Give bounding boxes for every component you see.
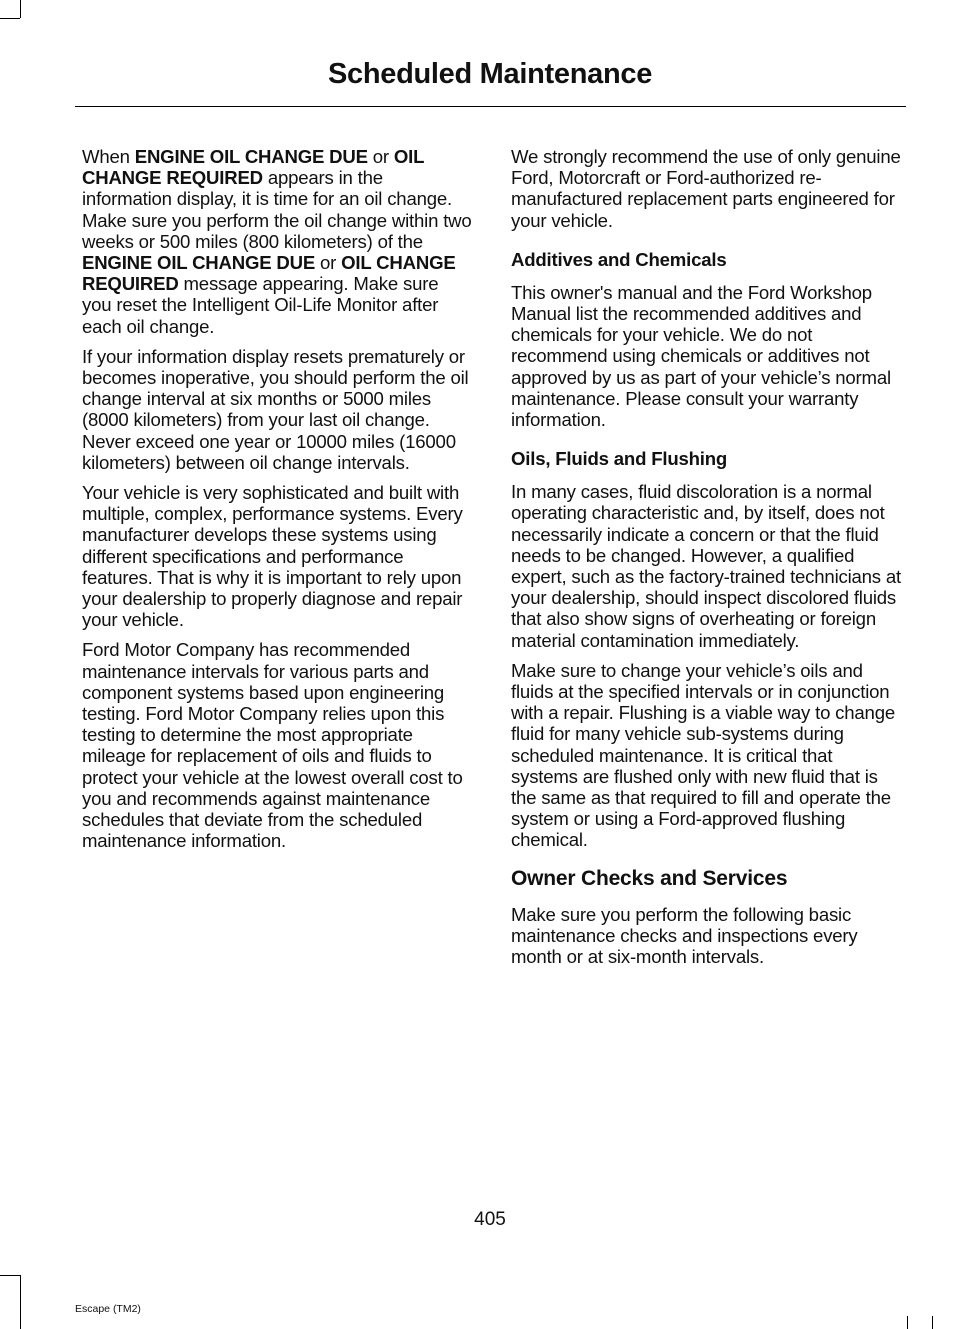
footer-model: Escape (TM2) bbox=[75, 1303, 141, 1315]
discoloration-paragraph: In many cases, fluid discoloration is a normal operating characteristic and, by itself, does not necessarily indicate a concern or that the fluid needs to be changed. However, a qualified expert, such as the factory-trained technicians at your dealership, should inspect discolored fluids that also show signs of overheating or foreign material contamination immediately. bbox=[511, 481, 901, 651]
right-column bbox=[511, 146, 903, 976]
owner-checks-heading: Owner Checks and Services bbox=[511, 866, 788, 890]
crop-mark-bottom-right-v2 bbox=[932, 1316, 933, 1329]
crop-mark-top-left-h bbox=[0, 18, 20, 19]
flushing-paragraph: Make sure to change your vehicle’s oils and fluids at the specified intervals or in conjunction with a repair. Flushing is a viable way to change fluid for many vehicle sub-systems during scheduled maintenance. It is critical that systems are flushed only with new fluid that is the same as that required to fill and operate the system or using a Ford-approved flushing chemical. bbox=[511, 659, 895, 851]
crop-mark-bottom-left-v bbox=[20, 1275, 21, 1329]
page-number: 405 bbox=[474, 1209, 506, 1230]
genuine-parts-paragraph: We strongly recommend the use of only genuine Ford, Motorcraft or Ford-authorized re-manufactured replacement parts engineered for your vehicle. bbox=[511, 146, 901, 231]
oils-fluids-heading: Oils, Fluids and Flushing bbox=[511, 448, 728, 470]
crop-mark-bottom-right-v1 bbox=[907, 1316, 908, 1329]
sophisticated-vehicle-paragraph: Your vehicle is very sophisticated and built with multiple, complex, performance systems. Every manufacturer develops these systems using different specifications and performance features. That is why it is important to rely upon your dealership to properly diagnose and repair your vehicle. bbox=[82, 482, 463, 631]
additives-paragraph: This owner's manual and the Ford Workshop Manual list the recommended additives and chemicals for your vehicle. We do not recommend using chemicals or additives not approved by us as part of your vehicle’s normal maintenance. Please consult your warranty information. bbox=[511, 281, 891, 431]
additives-heading: Additives and Chemicals bbox=[511, 248, 727, 270]
page-title: Scheduled Maintenance bbox=[327, 58, 653, 90]
maintenance-intervals-paragraph: Ford Motor Company has recommended maintenance intervals for various parts and component systems based upon engineering testing. Ford Motor Company relies upon this testing to determine the most appropriate mileage for replacement of oils and fluids to protect your vehicle at the lowest overall cost to you and recommends against maintenance schedules that deviate from the scheduled maintenance information. bbox=[82, 639, 463, 852]
header-divider bbox=[75, 106, 906, 107]
owner-checks-paragraph: Make sure you perform the following basic maintenance checks and inspections every month or at six-month intervals. bbox=[511, 903, 858, 968]
display-reset-paragraph: If your information display resets prematurely or becomes inoperative, you should perform the oil change interval at six months or 5000 miles (8000 kilometers) from your last oil change. Never exceed one year or 10000 miles (16000 kilometers) between oil change intervals. bbox=[82, 345, 469, 473]
left-column bbox=[82, 146, 472, 861]
crop-mark-bottom-left-h bbox=[0, 1275, 20, 1276]
oil-change-paragraph: When ENGINE OIL CHANGE DUE or OIL CHANGE REQUIRED appears in the information display, it is time for an oil change. Make sure you perform the oil change within two weeks or 500 miles (800 kilometers) of the ENGINE OIL CHANGE DUE or OIL CHANGE REQUIRED message appearing. Make sure you reset the Intelligent Oil-Life Monitor after each oil change. bbox=[82, 146, 472, 337]
crop-mark-top-left-v bbox=[20, 0, 21, 18]
